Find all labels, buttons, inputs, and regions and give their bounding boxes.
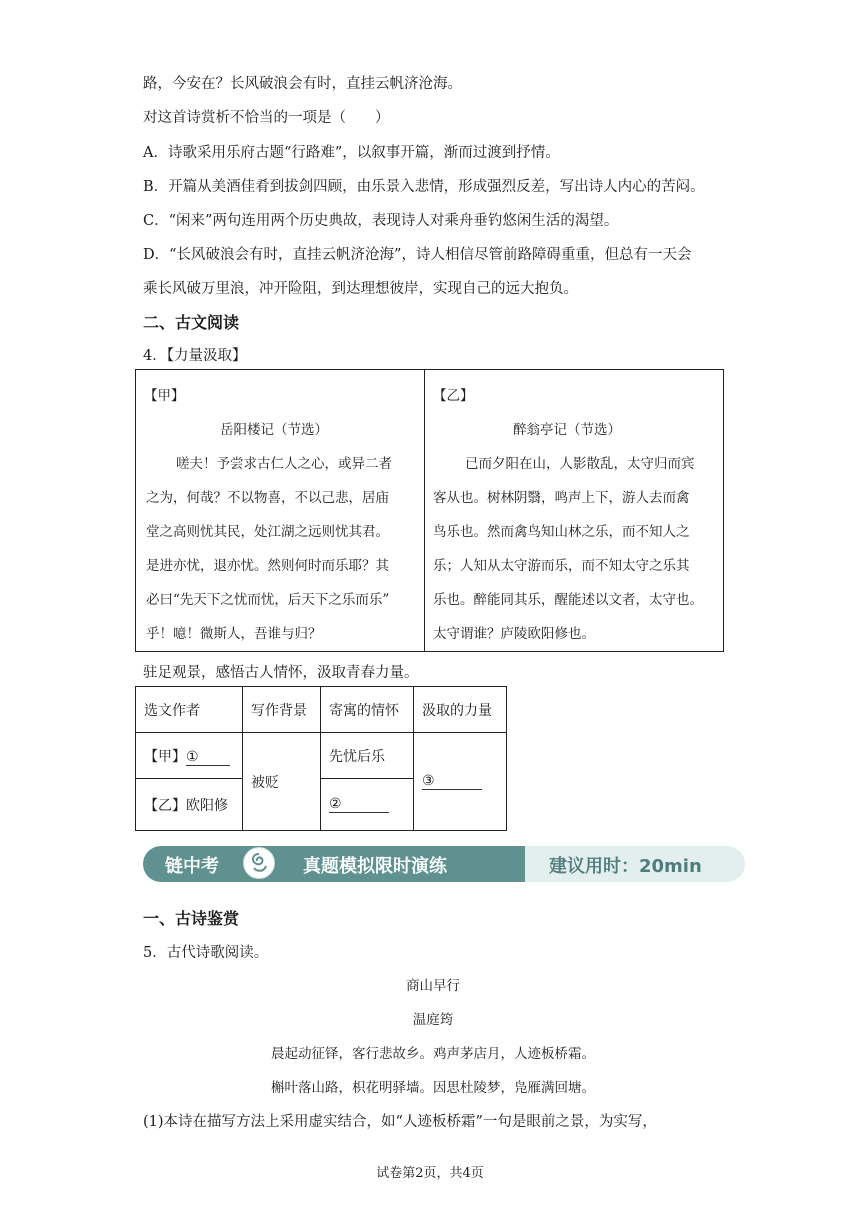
feeling-cell: 先忧后乐: [321, 733, 414, 779]
passage-a-line: 之为，何哉？不以物喜，不以己悲，居庙: [146, 490, 389, 506]
background-cell: 被贬: [243, 733, 321, 831]
table-header-row: [136, 687, 507, 733]
blank-1[interactable]: ①: [186, 749, 230, 766]
section-heading: 一、古诗鉴赏: [143, 909, 240, 928]
author-cell: [136, 733, 243, 779]
passage-b-line: 乐也。醉能同其乐，醒能述以文者，太守也。: [433, 592, 703, 608]
author-prefix: 【甲】: [144, 748, 186, 765]
option-d: D．“长风破浪会有时，直挂云帆济沧海”，诗人相信尽管前路障碍重重，但总有一天会: [143, 247, 692, 263]
page-footer: 试卷第2页，共4页: [376, 1166, 484, 1181]
passage-a-line: 是进亦忧，退亦忧。然则何时而乐耶？其: [146, 558, 389, 574]
blank-3[interactable]: ③: [422, 773, 482, 790]
option-c: C．“闲来”两句连用两个历史典故，表现诗人对乘舟垂钓悠闲生活的渴望。: [143, 213, 619, 229]
table-header: 写作背景: [243, 687, 321, 733]
table-header: 汲取的力量: [414, 687, 507, 733]
passage-b-line: 乐；人知从太守游而乐，而不知太守之乐其: [433, 558, 690, 574]
passage-a-line: 嗟夫！予尝求古仁人之心，或异二者: [176, 456, 392, 472]
table-row: [136, 733, 507, 779]
passage-b-line: 客从也。树林阴翳，鸣声上下，游人去而禽: [433, 490, 690, 506]
passage-a-line: 堂之高则忧其民，处江湖之远则忧其君。: [146, 524, 389, 540]
table-header: 选文作者: [136, 687, 243, 733]
passage-a-line: 必曰“先天下之忧而忧，后天下之乐而乐”: [146, 592, 390, 608]
passage-b-line: 鸟乐也。然而禽鸟知山林之乐，而不知人之: [433, 524, 690, 540]
banner-middle-label: 真题模拟限时演练: [303, 856, 447, 877]
poem-line: 槲叶落山路，枳花明驿墙。因思杜陵梦，凫雁满回塘。: [271, 1080, 595, 1096]
option-b: B．开篇从美酒佳肴到拔剑四顾，由乐景入悲情，形成强烈反差，写出诗人内心的苦闷。: [143, 179, 705, 195]
banner-left-label: 链中考: [165, 856, 219, 877]
column-divider: [424, 370, 425, 651]
passage-b-line: 太守谓谁？庐陵欧阳修也。: [433, 626, 595, 642]
passage-box: [135, 369, 724, 652]
author-cell: 【乙】欧阳修: [136, 779, 243, 831]
section-heading: 二、古文阅读: [143, 313, 240, 332]
option-d-continued: 乘长风破万里浪，冲开险阻，到达理想彼岸，实现自己的远大抱负。: [143, 281, 578, 297]
blank-2[interactable]: ②: [329, 796, 389, 813]
poem-author: 温庭筠: [412, 1012, 454, 1028]
table-header: 寄寓的情怀: [321, 687, 414, 733]
question-label: 5．古代诗歌阅读。: [143, 945, 269, 961]
poem-line: 晨起动征铎，客行悲故乡。鸡声茅店月，人迹板桥霜。: [271, 1046, 595, 1062]
passage-b-title: 醉翁亭记（节选）: [513, 422, 621, 438]
power-cell: [414, 733, 507, 831]
banner-time-label: 建议用时：20min: [549, 856, 702, 877]
question-label: 4．【力量汲取】: [143, 348, 247, 364]
sub-question: (1)本诗在描写方法上采用虚实结合，如“人迹板桥霜”一句是眼前之景，为实写，: [143, 1114, 657, 1130]
feeling-cell: [321, 779, 414, 831]
answer-table: [135, 686, 507, 831]
passage-a-title: 岳阳楼记（节选）: [220, 422, 328, 438]
question-stem: 对这首诗赏析不恰当的一项是（ ）: [143, 110, 390, 126]
option-a: A．诗歌采用乐府古题“行路难”，以叙事开篇，渐而过渡到抒情。: [143, 145, 560, 161]
section-banner: [143, 844, 745, 884]
text-line: 路，今安在？长风破浪会有时，直挂云帆济沧海。: [143, 76, 462, 92]
passage-a-tag: 【甲】: [144, 388, 185, 404]
passage-b-line: 已而夕阳在山，人影散乱，太守归而宾: [465, 456, 695, 472]
passage-b-tag: 【乙】: [433, 388, 474, 404]
passage-a-line: 乎！噫！微斯人，吾谁与归？: [146, 626, 322, 642]
swirl-icon: [243, 847, 275, 879]
table-intro: 驻足观景，感悟古人情怀，汲取青春力量。: [143, 665, 419, 681]
poem-title: 商山早行: [406, 978, 460, 994]
